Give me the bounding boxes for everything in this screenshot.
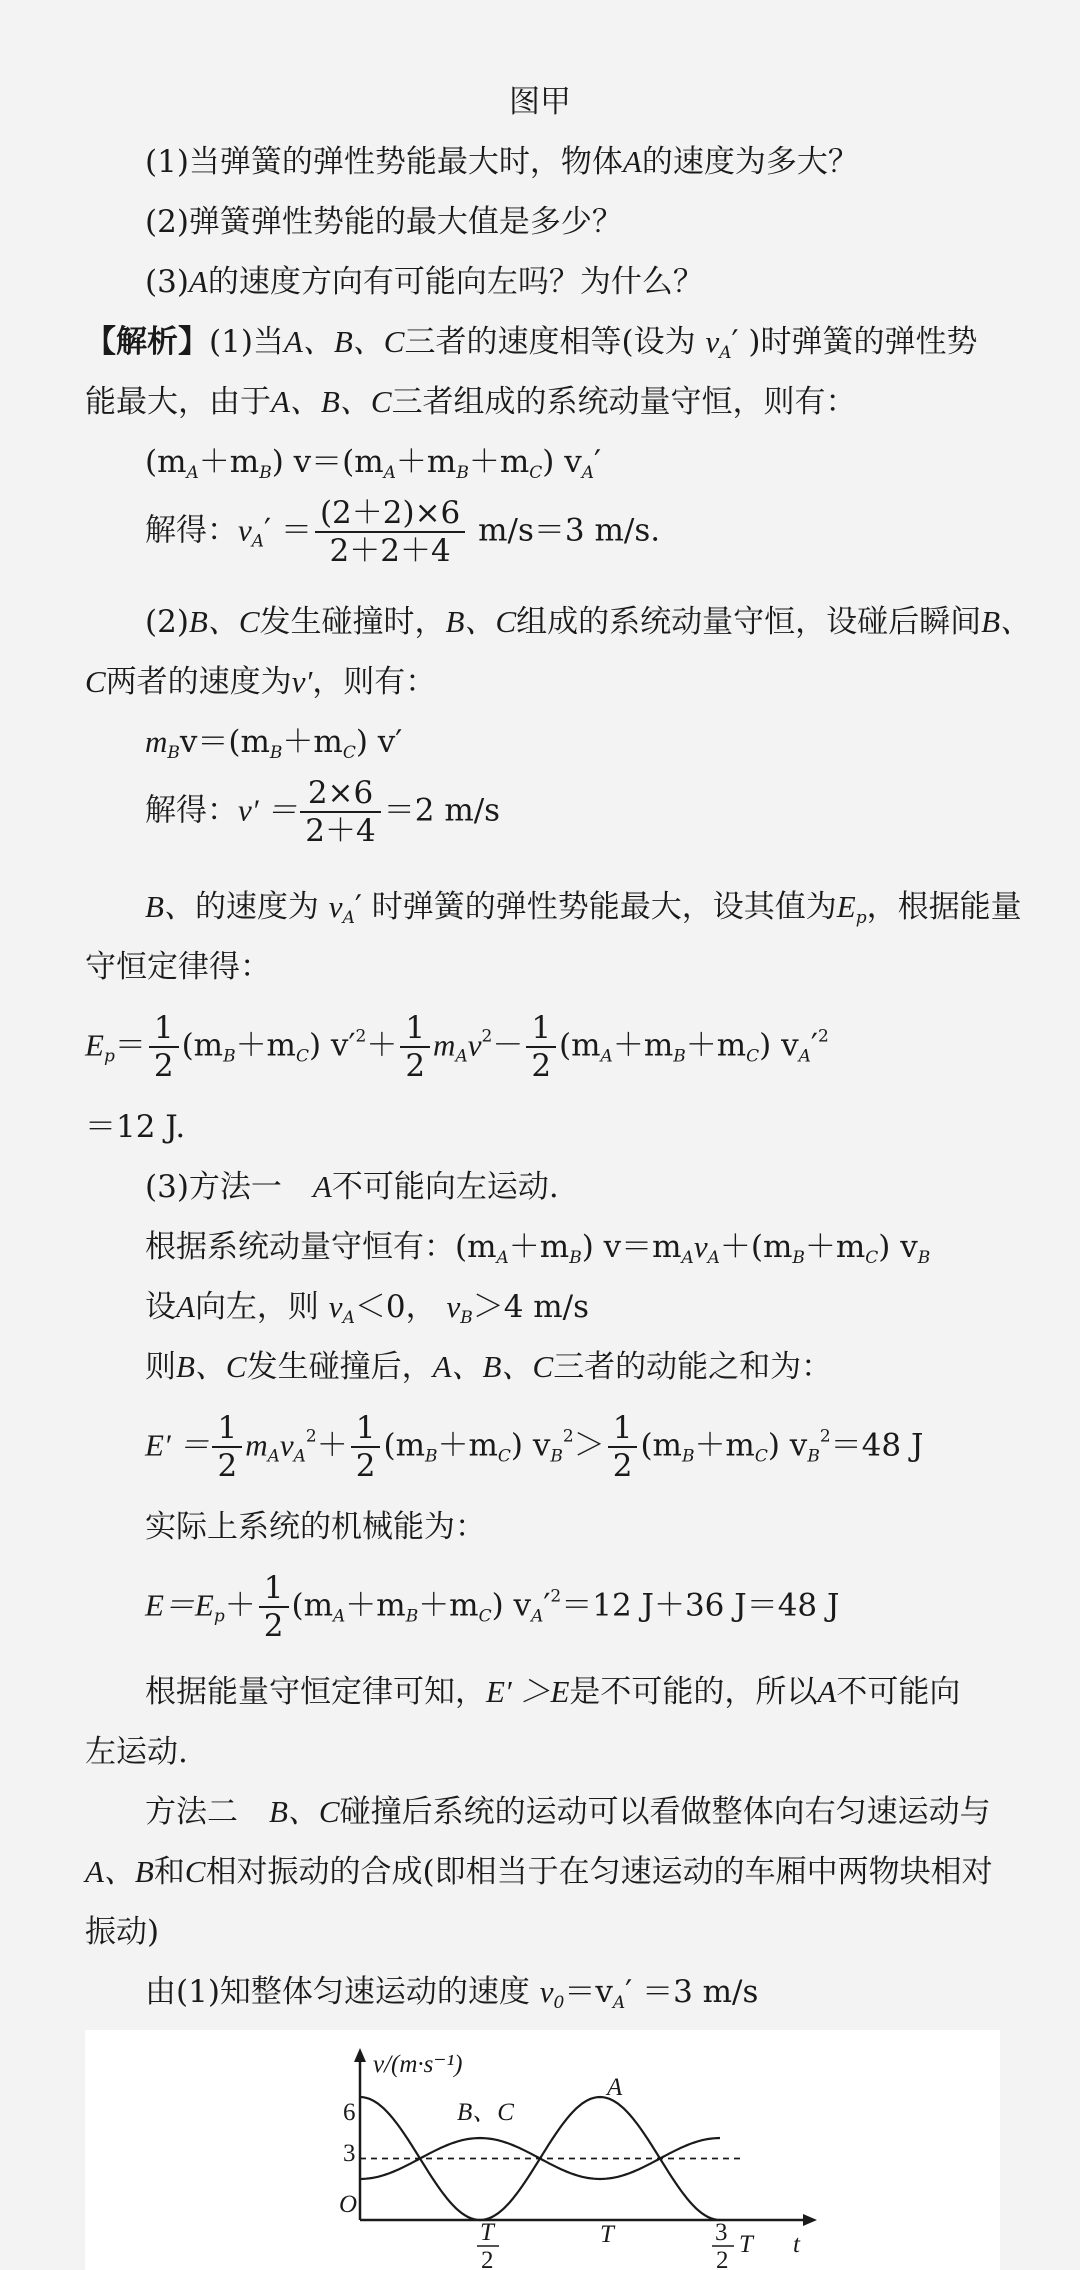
y-tick-3: 3 xyxy=(343,2140,356,2167)
method1-title: (3)方法一 A不可能向左运动. xyxy=(145,1169,559,1205)
energy-result: ＝12 J. xyxy=(85,1109,186,1145)
x-tick-three-half-t-den: 2 xyxy=(716,2247,729,2270)
method1-mechanical: 实际上系统的机械能为： xyxy=(145,1509,486,1545)
para2-line-1: (2)B、C发生碰撞时，B、C组成的系统动量守恒，设碰后瞬间B、 xyxy=(145,604,1032,640)
x-tick-three-half-t-suffix: T xyxy=(739,2231,753,2258)
equation-mechanical: $E=E_p+$ $\frac{1}{2}$ $(m_A+m_B+m_C)$ $v_A'^2=12$ J＋36 J＝48 J xyxy=(145,1570,840,1644)
method1-assume: 设A向左，则 $v_A<0$， $v_B>4$ m/s xyxy=(145,1289,590,1328)
para2-line-2: C两者的速度为v′，则有： xyxy=(85,664,437,700)
velocity-time-graph xyxy=(85,2030,1000,2270)
equation-solve-vA: 解得：$v_A'$ ＝ $\frac{(2+2)\times 6}{2+2+4}$ m/s＝3 m/s. xyxy=(145,495,661,569)
equation-momentum-2: $m_Bv=(m_B+m_C)$ v′ xyxy=(145,724,403,763)
method1-momentum: 根据系统动量守恒有：$(m_A+m_B)$ $v=m_Av_A+(m_B+m_C)$ $v_B$ xyxy=(145,1229,931,1268)
y-axis-arrow-icon xyxy=(354,2048,366,2062)
method1-then: 则B、C发生碰撞后，A、B、C三者的动能之和为： xyxy=(145,1349,833,1385)
equation-solve-vprime: 解得：v′ ＝ $\frac{2\times 6}{2+4}$ ＝2 m/s xyxy=(145,775,501,849)
question-2: (2)弹簧弹性势能的最大值是多少？ xyxy=(145,204,623,240)
origin-label: O xyxy=(339,2191,358,2218)
method2-line-3: 振动) xyxy=(85,1914,160,1950)
analysis-line-1: 【解析】(1)当A、B、C三者的速度相等(设为 $v_A'$ )时弹簧的弹性势 xyxy=(85,324,978,363)
x-axis-arrow-icon xyxy=(803,2214,817,2226)
x-tick-half-t-den: 2 xyxy=(481,2247,494,2270)
question-3: (3)A的速度方向有可能向左吗？为什么？ xyxy=(145,264,704,300)
method2-line-4: 由(1)知整体匀速运动的速度 $v_0=v_A' =3$ m/s xyxy=(145,1974,759,2013)
x-tick-t: T xyxy=(600,2221,614,2248)
question-1: (1)当弹簧的弹性势能最大时，物体A的速度为多大？ xyxy=(145,144,859,180)
energy-line-1: B、的速度为 $v_A'$ 时弹簧的弹性势能最大，设其值为$E_p$，根据能量 xyxy=(145,889,1022,928)
series-line-bc xyxy=(360,2138,720,2179)
x-tick-half-t xyxy=(477,2219,499,2270)
label-a: A xyxy=(607,2074,623,2101)
equation-momentum-1: $(m_A+m_B)$ $v=(m_A+m_B+m_C)$ $v_A'$ xyxy=(145,444,602,483)
method1-conclusion-1: 根据能量守恒定律可知，E′ ＞E是不可能的，所以A不可能向 xyxy=(145,1674,961,1710)
x-tick-half-t-num: T xyxy=(480,2219,494,2246)
y-tick-6: 6 xyxy=(343,2099,356,2126)
method1-conclusion-2: 左运动. xyxy=(85,1734,188,1770)
energy-line-2: 守恒定律得： xyxy=(85,949,271,985)
x-axis-label: t xyxy=(793,2231,800,2258)
label-bc: B、C xyxy=(457,2099,514,2126)
x-tick-three-half-t-num: 3 xyxy=(715,2219,728,2246)
method2-line-1: 方法二 B、C碰撞后系统的运动可以看做整体向右匀速运动与 xyxy=(145,1794,991,1830)
method2-line-2: A、B和C相对振动的合成(即相当于在匀速运动的车厢中两物块相对 xyxy=(85,1854,993,1890)
equation-energy: $E_p=$ $\frac{1}{2}$ $(m_B+m_C)$ $v'^2+$ $\frac{1}{2}$ $m_Av^2-$ $\frac{1}{2}$ $(m_A+m_B+m_C)$ $v_A'^2$ xyxy=(85,1010,829,1084)
x-tick-three-half-t xyxy=(712,2219,755,2270)
equation-kinetic: E′ ＝ $\frac{1}{2}$ $m_Av_A^2+$ $\frac{1}{2}$ $(m_B+m_C)$ $v_B^2>$ $\frac{1}{2}$ $(m_B+m_C)$ $v_B^2=48$ J xyxy=(145,1410,924,1484)
analysis-line-2: 能最大，由于A、B、C三者组成的系统动量守恒，则有： xyxy=(85,384,857,420)
velocity-time-chart xyxy=(85,2030,1000,2270)
figure-caption: 图甲 xyxy=(509,84,571,120)
y-axis-label: v/(m·s⁻¹) xyxy=(373,2051,463,2078)
